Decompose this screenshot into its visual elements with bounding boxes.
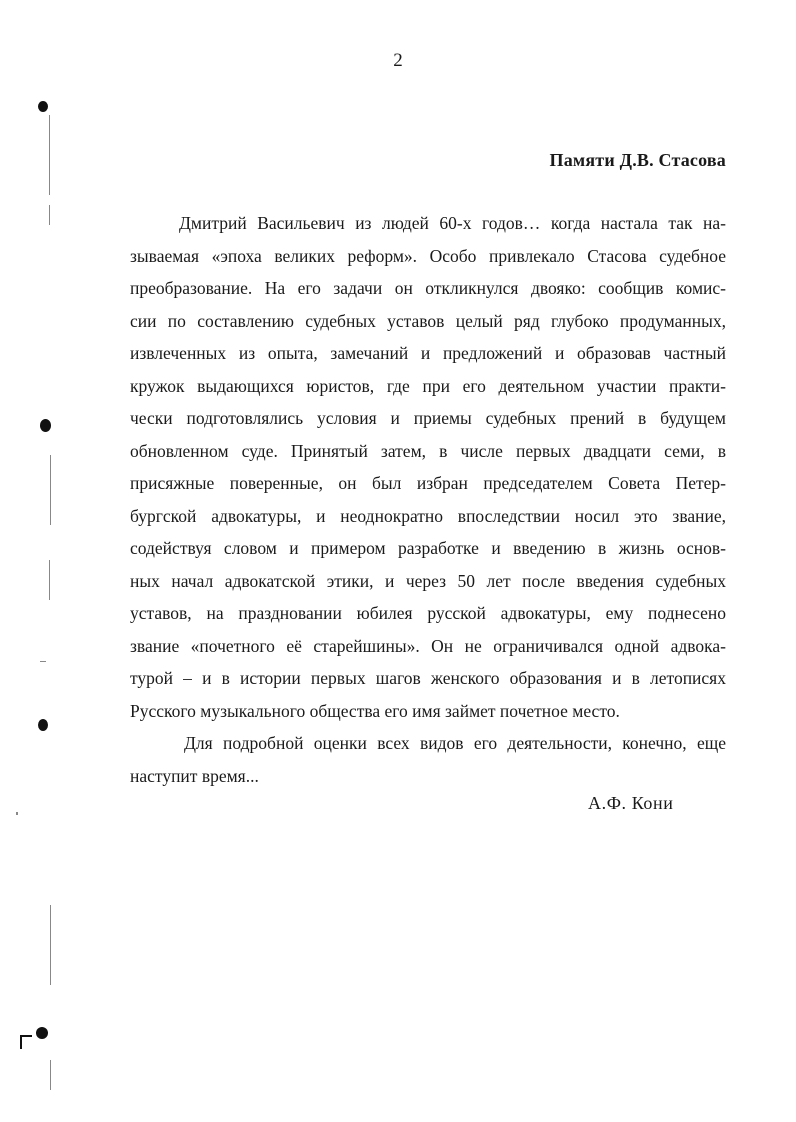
scan-speck [50, 1060, 51, 1090]
text-line: присяжные поверенные, он был избран председателем Совета Петер- [130, 473, 726, 493]
text-line: зываемая «эпоха великих реформ». Особо привлекало Стасова судебное [130, 245, 726, 266]
text-line: ных начал адвокатской этики, и через 50 лет после введения судебных [130, 570, 726, 591]
scan-speck [50, 455, 51, 525]
text-line: уставов, на праздновании юбилея русской адвокатуры, ему поднесено [130, 603, 726, 623]
text-line: преобразование. На его задачи он откликнулся двояко: сообщив комис- [130, 278, 726, 298]
scan-speck [40, 661, 46, 662]
text-line: обновленном суде. Принятый затем, в числе первых двадцати семи, в [130, 440, 726, 461]
text-line: сии по составлению судебных уставов целый ряд глубоко продуманных, [130, 310, 726, 331]
text-line: кружок выдающихся юристов, где при его деятельном участии практи- [130, 375, 726, 396]
text-line: Для подробной оценки всех видов его деятельности, конечно, еще [184, 733, 726, 753]
scan-speck [20, 1035, 32, 1037]
scan-speck [38, 101, 48, 112]
scan-speck [40, 419, 51, 432]
text-line: Дмитрий Васильевич из людей 60-х годов… когда настала так на- [179, 213, 726, 233]
text-line: чески подготовлялись условия и приемы судебных прений в будущем [130, 408, 726, 428]
scan-speck [49, 205, 50, 225]
scan-speck [49, 560, 50, 600]
dedication-heading: Памяти Д.В. Стасова [549, 150, 726, 170]
text-line: извлеченных из опыта, замечаний и предложений и образовав частный [130, 343, 726, 363]
text-line: содействуя словом и примером разработке и введению в жизнь основ- [130, 538, 726, 558]
scan-speck [20, 1035, 22, 1049]
scan-speck [16, 812, 18, 815]
text-line: Русского музыкального общества его имя займет почетное место. [130, 700, 620, 721]
author-signature: А.Ф. Кони [588, 793, 674, 813]
text-line: наступит время... [130, 765, 259, 786]
text-line: турой – и в истории первых шагов женского образования и в летописях [130, 668, 726, 688]
scan-speck [50, 905, 51, 985]
scan-speck [36, 1027, 48, 1039]
page-number: 2 [393, 50, 403, 71]
scan-speck [49, 115, 50, 195]
text-line: бургской адвокатуры, и неоднократно впоследствии носил это звание, [130, 505, 726, 526]
body-text [130, 207, 726, 792]
scan-speck [38, 719, 48, 731]
text-line: звание «почетного её старейшины». Он не ограничивался одной адвока- [130, 635, 726, 656]
